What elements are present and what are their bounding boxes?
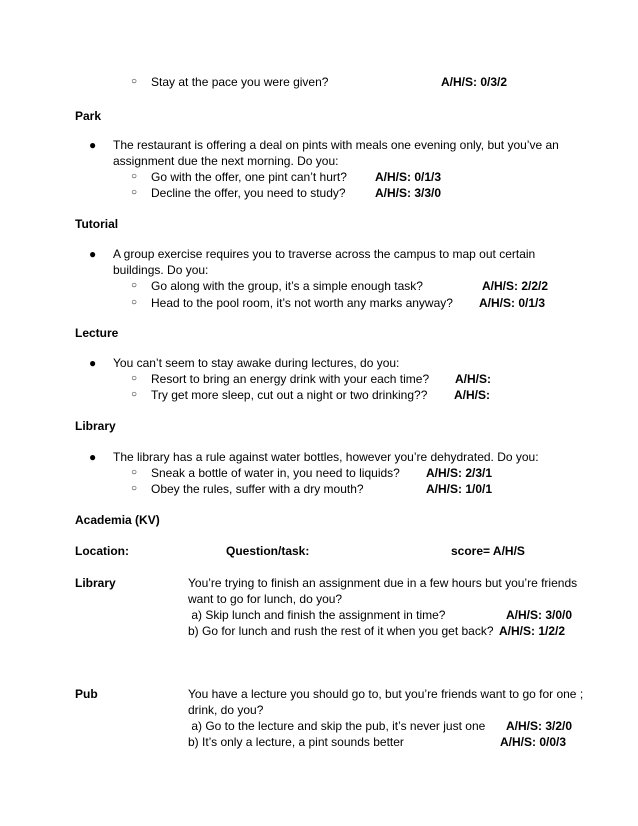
row-question: drink, do you? (188, 703, 264, 717)
section-heading-park: Park (75, 109, 102, 123)
sub-bullet-icon: ○ (131, 76, 138, 87)
question-text: The library has a rule against water bottles, however you’re dehydrated. Do you: (113, 450, 539, 464)
section-heading-library: Library (75, 419, 116, 433)
row-option-b: b) Go for lunch and rush the rest of it when you get back? (188, 624, 494, 638)
row-question: You have a lecture you should go to, but you’re friends want to go for one ; (188, 687, 584, 701)
question-text: A group exercise requires you to traverse across the campus to map out certain (113, 247, 536, 261)
option-score: A/H/S: (455, 372, 491, 386)
row-score-a: A/H/S: 3/2/0 (506, 719, 573, 733)
row-option-a: a) Skip lunch and finish the assignment in time? (188, 608, 446, 622)
section-heading-tutorial: Tutorial (75, 217, 119, 231)
option-score: A/H/S: 0/3/2 (441, 75, 508, 89)
option-text: Resort to bring an energy drink with your each time? (151, 372, 430, 386)
option-score: A/H/S: 2/2/2 (482, 279, 549, 293)
question-text: The restaurant is offering a deal on pints with meals one evening only, but you’ve an (113, 138, 559, 152)
bullet-icon: ● (89, 138, 97, 152)
sub-bullet-icon: ○ (131, 280, 138, 291)
option-text: Go along with the group, it’s a simple enough task? (151, 279, 423, 293)
row-question: want to go for lunch, do you? (188, 592, 343, 606)
sub-bullet-icon: ○ (131, 187, 138, 198)
option-score: A/H/S: 0/1/3 (479, 296, 546, 310)
option-score: A/H/S: (454, 388, 490, 402)
row-score-a: A/H/S: 3/0/0 (506, 608, 573, 622)
row-score-b: A/H/S: 1/2/2 (499, 624, 566, 638)
sub-bullet-icon: ○ (131, 297, 138, 308)
option-score: A/H/S: 0/1/3 (375, 170, 442, 184)
sub-bullet-icon: ○ (131, 373, 138, 384)
section-heading-lecture: Lecture (75, 326, 119, 340)
option-text: Try get more sleep, cut out a night or two drinking?? (151, 388, 428, 402)
row-location: Library (75, 576, 116, 590)
row-option-b: b) It’s only a lecture, a pint sounds better (188, 735, 404, 749)
row-score-b: A/H/S: 0/0/3 (500, 735, 567, 749)
option-score: A/H/S: 2/3/1 (426, 466, 493, 480)
column-header-question: Question/task: (226, 544, 310, 558)
sub-bullet-icon: ○ (131, 171, 138, 182)
column-header-score: score= A/H/S (451, 544, 525, 558)
sub-bullet-icon: ○ (131, 467, 138, 478)
option-text: Go with the offer, one pint can’t hurt? (151, 170, 347, 184)
option-text: Sneak a bottle of water in, you need to liquids? (151, 466, 400, 480)
question-text: buildings. Do you: (113, 263, 209, 277)
option-score: A/H/S: 3/3/0 (375, 186, 442, 200)
option-text: Decline the offer, you need to study? (151, 186, 346, 200)
row-location: Pub (75, 687, 98, 701)
option-text: Obey the rules, suffer with a dry mouth? (151, 482, 364, 496)
bullet-icon: ● (89, 450, 97, 464)
option-text: Stay at the pace you were given? (151, 75, 329, 89)
bullet-icon: ● (89, 356, 97, 370)
bullet-icon: ● (89, 247, 97, 261)
section-heading-academia: Academia (KV) (75, 513, 160, 527)
column-header-location: Location: (75, 544, 129, 558)
sub-bullet-icon: ○ (131, 389, 138, 400)
question-text: assignment due the next morning. Do you: (113, 154, 339, 168)
row-option-a: a) Go to the lecture and skip the pub, it’s never just one (188, 719, 486, 733)
option-score: A/H/S: 1/0/1 (426, 482, 493, 496)
sub-bullet-icon: ○ (131, 483, 138, 494)
option-text: Head to the pool room, it’s not worth any marks anyway? (151, 296, 453, 310)
question-text: You can’t seem to stay awake during lectures, do you: (113, 356, 400, 370)
row-question: You’re trying to finish an assignment due in a few hours but you’re friends (188, 576, 578, 590)
